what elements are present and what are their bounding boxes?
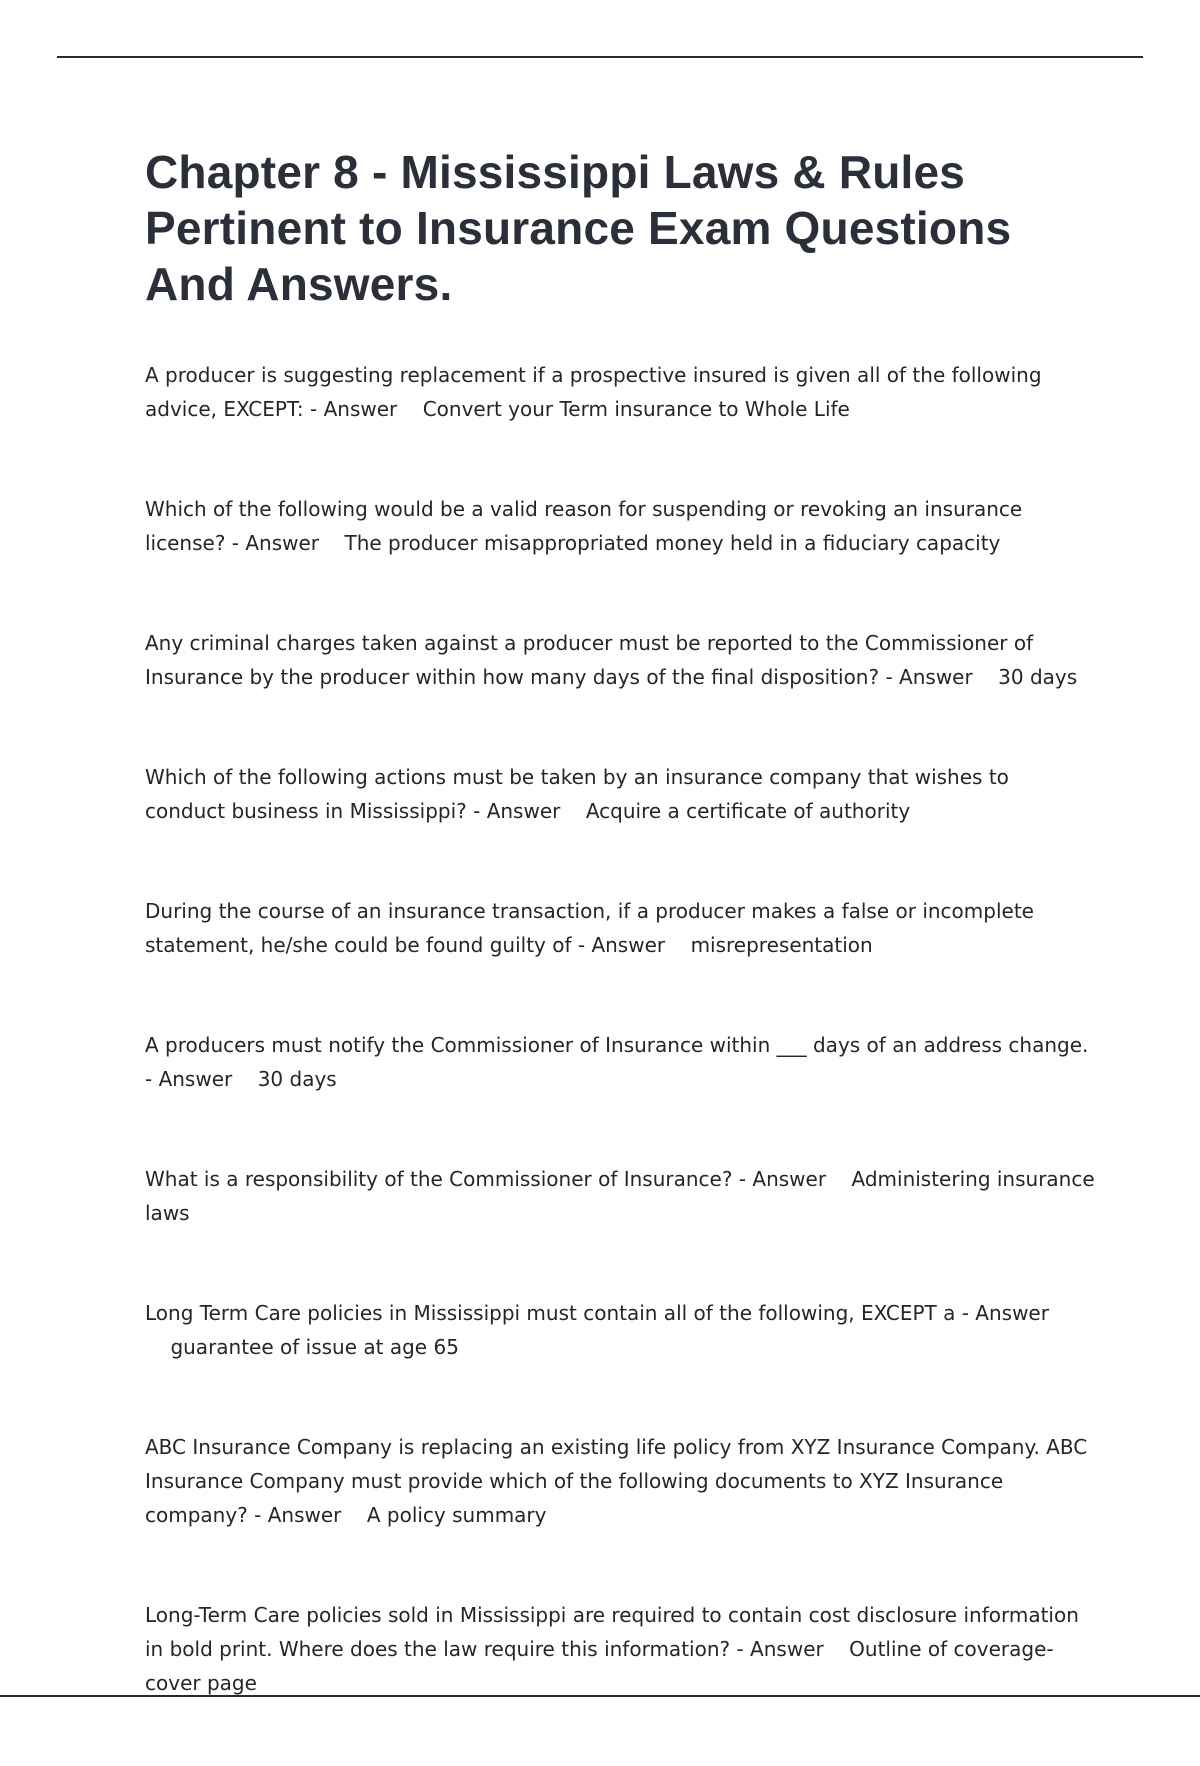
question-text: ABC Insurance Company is replacing an existing life policy from XYZ Insurance Company. ABC Insurance Company must provide which of the following documents to XYZ Insurance company?	[145, 1435, 1088, 1527]
answer-text: 30 days	[998, 665, 1078, 689]
qa-item-6	[145, 1028, 1095, 1096]
answer-text: Outline of coverage- cover page	[145, 1637, 1054, 1695]
question-text: Long Term Care policies in Mississippi must contain all of the following, EXCEPT a	[145, 1301, 956, 1325]
document-body	[145, 144, 1095, 1766]
footer-rule	[0, 1695, 1200, 1697]
answer-text: misrepresentation	[690, 933, 873, 957]
qa-item-10	[145, 1598, 1095, 1700]
answer-text: guarantee of issue at age 65	[170, 1335, 459, 1359]
qa-list	[145, 358, 1095, 1700]
header-rule	[57, 56, 1143, 58]
qa-item-1	[145, 358, 1095, 426]
qa-item-5	[145, 894, 1095, 962]
answer-separator: - Answer	[145, 1067, 233, 1091]
document-title: Chapter 8 - Mississippi Laws & Rules Pertinent to Insurance Exam Questions And Answers.	[145, 146, 1012, 310]
answer-separator: - Answer	[736, 1637, 824, 1661]
answer-text: The producer misappropriated money held in a fiduciary capacity	[344, 531, 1001, 555]
answer-separator: - Answer	[961, 1301, 1049, 1325]
answer-separator: - Answer	[885, 665, 973, 689]
question-text: Long-Term Care policies sold in Mississippi are required to contain cost disclosure information in bold print. Where does the law require this information?	[145, 1603, 1079, 1661]
answer-separator: - Answer	[473, 799, 561, 823]
answer-separator: - Answer	[310, 397, 398, 421]
answer-text: Acquire a certificate of authority	[585, 799, 911, 823]
qa-item-7	[145, 1162, 1095, 1230]
answer-separator: - Answer	[577, 933, 666, 957]
answer-text: 30 days	[257, 1067, 337, 1091]
answer-text: Administering insurance laws	[145, 1167, 1095, 1225]
qa-item-4	[145, 760, 1095, 828]
qa-item-9	[145, 1430, 1095, 1532]
question-text: Which of the following actions must be taken by an insurance company that wishes to conduct business in Mississippi?	[145, 765, 1009, 823]
answer-separator: - Answer	[738, 1167, 827, 1191]
answer-separator: - Answer	[254, 1503, 342, 1527]
question-text: Which of the following would be a valid reason for suspending or revoking an insurance license?	[145, 497, 1023, 555]
qa-item-8	[145, 1296, 1095, 1364]
qa-item-2	[145, 492, 1095, 560]
answer-text: Convert your Term insurance to Whole Life	[422, 397, 850, 421]
question-text: During the course of an insurance transaction, if a producer makes a false or incomplete statement, he/she could be found guilty of	[145, 899, 1034, 957]
answer-separator: - Answer	[231, 531, 320, 555]
qa-item-3	[145, 626, 1095, 694]
answer-text: A policy summary	[366, 1503, 547, 1527]
question-text: Any criminal charges taken against a producer must be reported to the Commissioner of Insurance by the producer within how many days of the final disposition?	[145, 631, 1034, 689]
question-text: What is a responsibility of the Commissioner of Insurance?	[145, 1167, 733, 1191]
question-text: A producer is suggesting replacement if a prospective insured is given all of the following advice, EXCEPT:	[145, 363, 1042, 421]
question-text: A producers must notify the Commissioner of Insurance within ___ days of an address change.	[145, 1033, 1089, 1057]
